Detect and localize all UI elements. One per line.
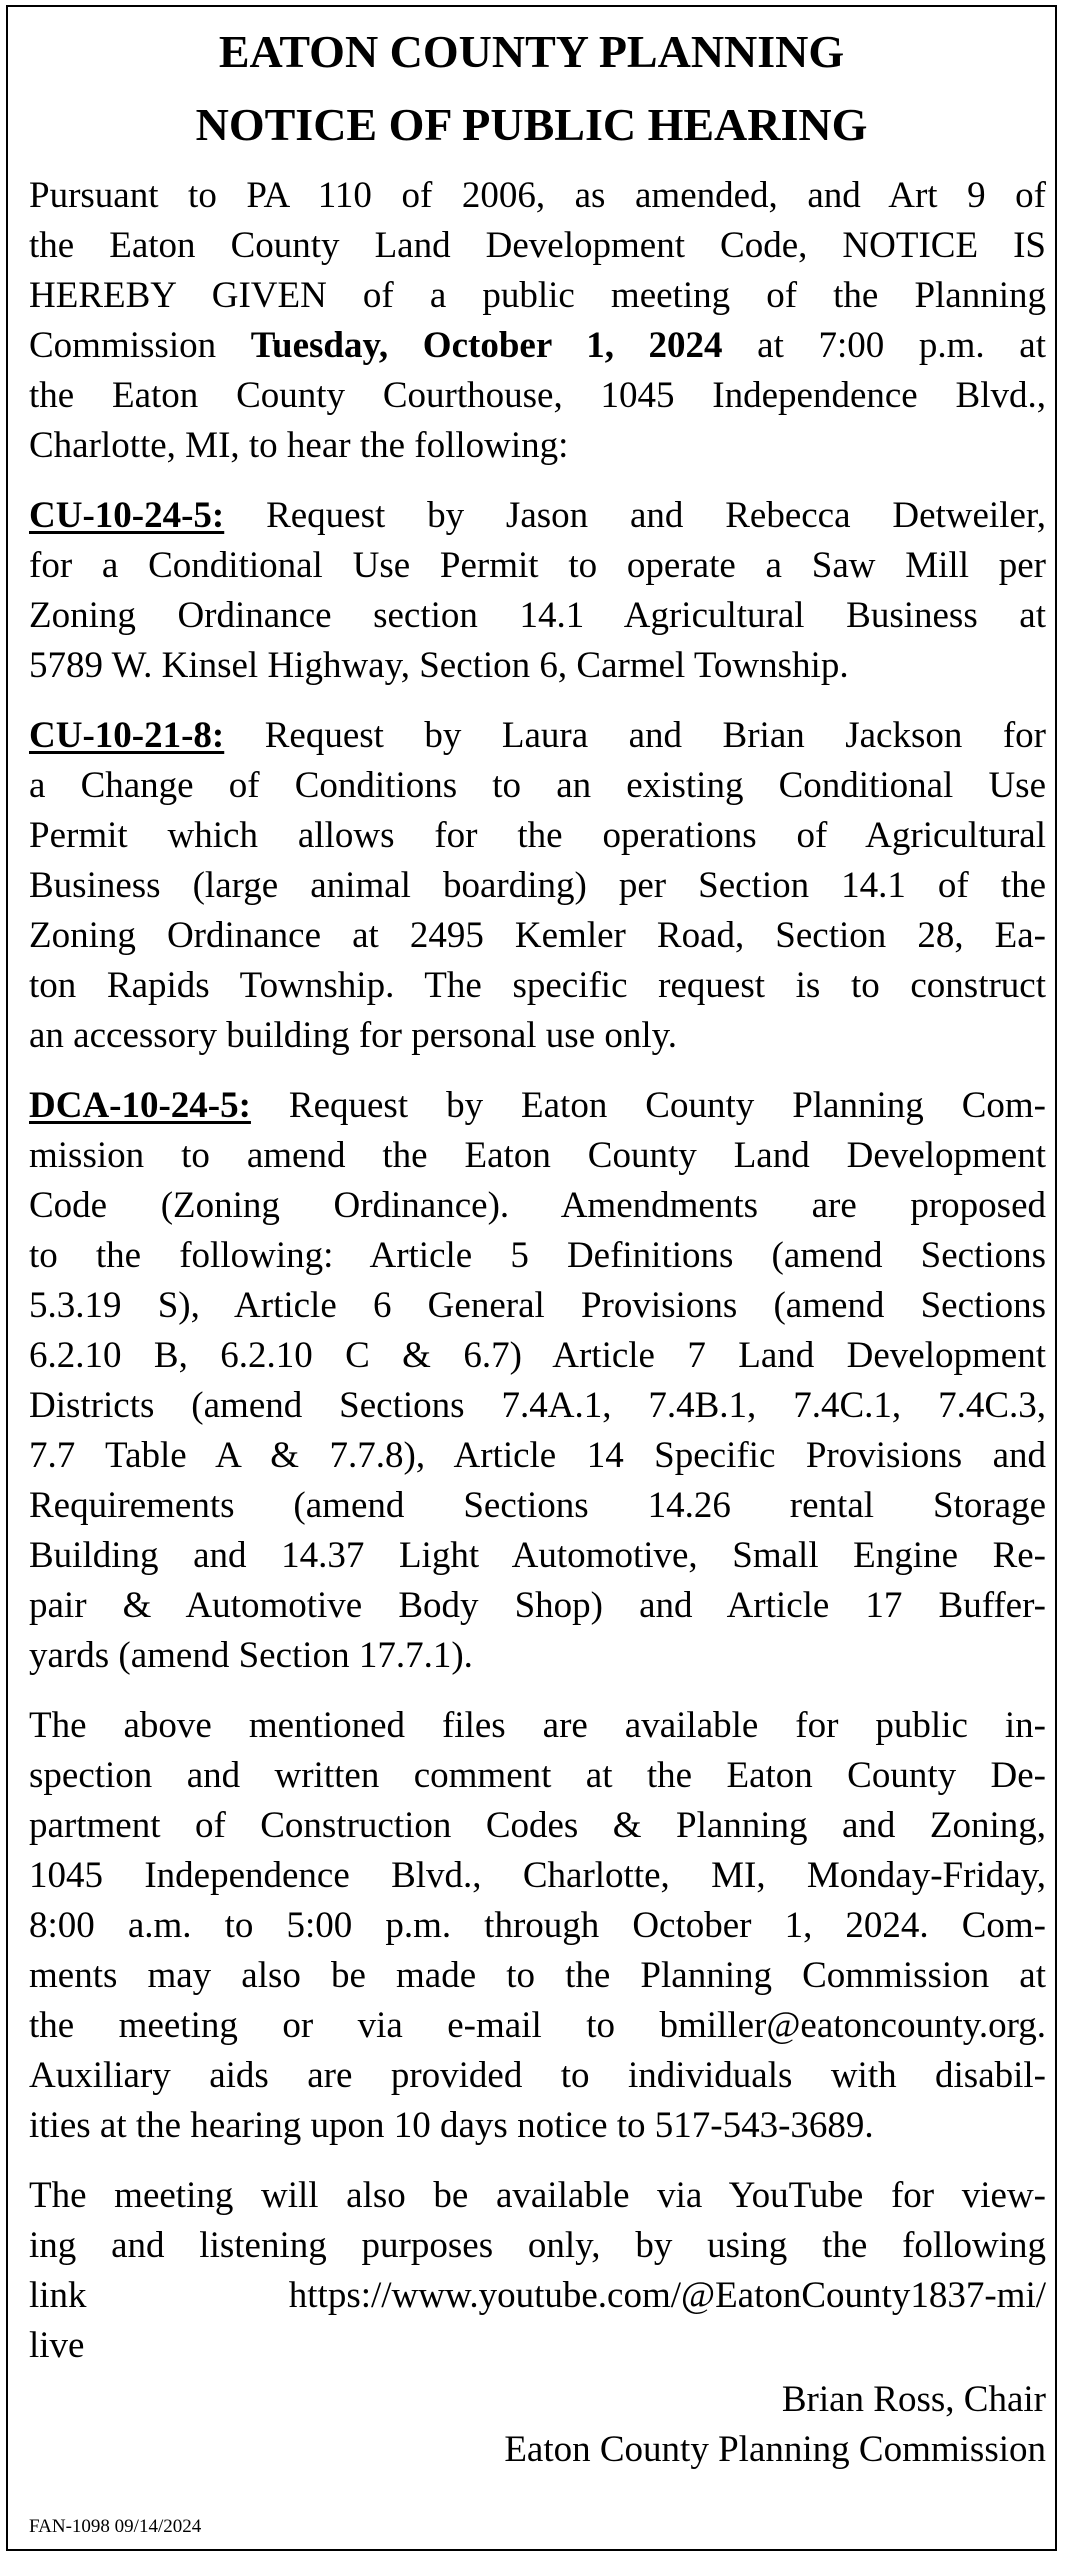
files-line: partment of Construction Codes & Planning and Zoning, — [29, 1805, 1046, 1846]
item-line: a Change of Conditions to an existing Conditional Use — [29, 765, 1046, 806]
item-line: to the following: Article 5 Definitions (amend Sections — [29, 1235, 1046, 1276]
intro-line: HEREBY GIVEN of a public meeting of the Planning — [29, 275, 1046, 316]
hearing-date: Tuesday, October 1, 2024 — [250, 325, 723, 366]
item-text: Request by Laura and Brian Jackson for — [224, 715, 1046, 756]
footer-code: FAN-1098 09/14/2024 — [29, 2516, 202, 2537]
intro-line: Pursuant to PA 110 of 2006, as amended, and Art 9 of — [29, 175, 1046, 216]
item-line: Building and 14.37 Light Automotive, Small Engine Re- — [29, 1535, 1046, 1576]
case-id: CU-10-21-8: — [29, 715, 225, 756]
files-line: ities at the hearing upon 10 days notice to 517-543-3689. — [29, 2105, 874, 2146]
item-line: Business (large animal boarding) per Section 14.1 of the — [29, 865, 1046, 906]
item-line: Zoning Ordinance section 14.1 Agricultural Business at — [29, 595, 1046, 636]
item-line — [29, 717, 1046, 754]
item-line — [29, 1087, 1046, 1124]
item-line: 6.2.10 B, 6.2.10 C & 6.7) Article 7 Land Development — [29, 1335, 1046, 1376]
item-line: pair & Automotive Body Shop) and Article 17 Buffer- — [29, 1585, 1046, 1626]
youtube-line: ing and listening purposes only, by using the following — [29, 2225, 1046, 2266]
notice-title-line2: NOTICE OF PUBLIC HEARING — [195, 99, 868, 150]
files-line: Auxiliary aids are provided to individuals with disabil- — [29, 2055, 1046, 2096]
intro-text: at 7:00 p.m. at — [722, 325, 1046, 366]
item-line: Zoning Ordinance at 2495 Kemler Road, Section 28, Ea- — [29, 915, 1046, 956]
files-line: The above mentioned files are available for public in- — [29, 1705, 1046, 1746]
notice-title-line1: EATON COUNTY PLANNING — [218, 26, 845, 77]
item-line: Permit which allows for the operations of Agricultural — [29, 815, 1046, 856]
item-line: ton Rapids Township. The specific request is to construct — [29, 965, 1046, 1006]
signature-name: Brian Ross, Chair — [781, 2379, 1046, 2420]
intro-line: the Eaton County Courthouse, 1045 Independence Blvd., — [29, 375, 1046, 416]
item-line — [29, 497, 1046, 534]
item-line: mission to amend the Eaton County Land Development — [29, 1135, 1046, 1176]
case-id: DCA-10-24-5: — [29, 1085, 251, 1126]
files-line: 8:00 a.m. to 5:00 p.m. through October 1, 2024. Com- — [29, 1905, 1046, 1946]
public-notice — [6, 5, 1057, 2551]
item-line: for a Conditional Use Permit to operate a Saw Mill per — [29, 545, 1046, 586]
intro-line-date — [29, 327, 1046, 364]
item-line: an accessory building for personal use only. — [29, 1015, 678, 1056]
item-line: 5.3.19 S), Article 6 General Provisions (amend Sections — [29, 1285, 1046, 1326]
signature-org: Eaton County Planning Commission — [504, 2429, 1046, 2470]
item-line: Code (Zoning Ordinance). Amendments are proposed — [29, 1185, 1046, 1226]
case-id: CU-10-24-5: — [29, 495, 225, 536]
youtube-line: The meeting will also be available via YouTube for view- — [29, 2175, 1046, 2216]
item-line: Requirements (amend Sections 14.26 rental Storage — [29, 1485, 1046, 1526]
files-line: spection and written comment at the Eaton County De- — [29, 1755, 1046, 1796]
youtube-line: live — [29, 2325, 85, 2366]
intro-line: Charlotte, MI, to hear the following: — [29, 425, 569, 466]
intro-line: the Eaton County Land Development Code, NOTICE IS — [29, 225, 1046, 266]
files-line: 1045 Independence Blvd., Charlotte, MI, Monday-Friday, — [29, 1855, 1046, 1896]
youtube-link-line: link https://www.youtube.com/@EatonCounty1837-mi/ — [29, 2275, 1046, 2316]
item-text: Request by Eaton County Planning Com- — [250, 1085, 1046, 1126]
files-line: the meeting or via e-mail to bmiller@eatoncounty.org. — [29, 2005, 1046, 2046]
intro-text: Commission — [29, 325, 251, 366]
item-line: 7.7 Table A & 7.7.8), Article 14 Specific Provisions and — [29, 1435, 1046, 1476]
item-text: Request by Jason and Rebecca Detweiler, — [224, 495, 1046, 536]
item-line: Districts (amend Sections 7.4A.1, 7.4B.1, 7.4C.1, 7.4C.3, — [29, 1385, 1046, 1426]
item-line: yards (amend Section 17.7.1). — [29, 1635, 473, 1676]
item-line: 5789 W. Kinsel Highway, Section 6, Carmel Township. — [29, 645, 849, 686]
files-line: ments may also be made to the Planning Commission at — [29, 1955, 1046, 1996]
